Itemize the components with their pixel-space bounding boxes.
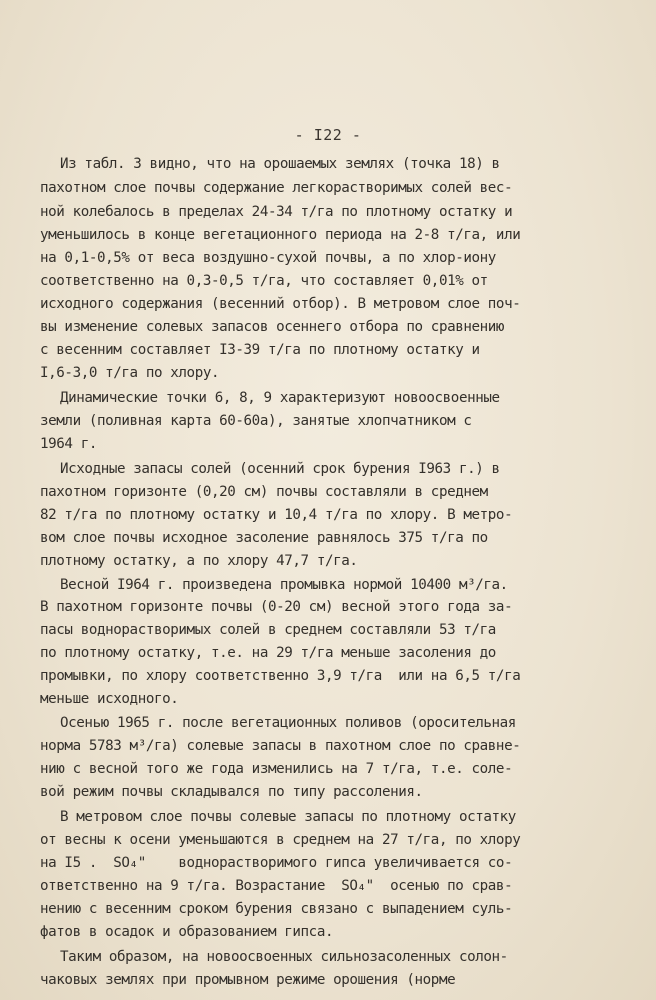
text-line: чаковых землях при промывном режиме орошения (норме xyxy=(40,972,456,988)
text-line: вой режим почвы складывался по типу рассоления. xyxy=(40,784,423,801)
text-line: норма 5783 м³/га) солевые запасы в пахотном слое по сравне- xyxy=(40,738,521,755)
text-line: исходного содержания (весенний отбор). В метровом слое поч- xyxy=(40,295,521,312)
text-line: 82 т/га по плотному остатку и 10,4 т/га по хлору. В метро- xyxy=(40,506,513,523)
text-line: промывки, по хлору соответственно 3,9 т/га или на 6,5 т/га xyxy=(40,668,521,685)
text-line: от весны к осени уменьшаются в среднем на 27 т/га, по хлору xyxy=(40,832,521,849)
text-line: Из табл. 3 видно, что на орошаемых землях (точка 18) в xyxy=(60,156,500,172)
text-line: на 0,1-0,5% от веса воздушно-сухой почвы, а по хлор-иону xyxy=(40,249,496,266)
text-line: пасы воднорастворимых солей в среднем составляли 53 т/га xyxy=(40,622,496,639)
text-line: В метровом слое почвы солевые запасы по плотному остатку xyxy=(60,809,516,826)
text-line: пахотном горизонте (0,20 см) почвы составляли в среднем xyxy=(40,483,488,500)
text-line: Осенью 1965 г. после вегетационных поливов (оросительная xyxy=(60,715,516,732)
text-line: с весенним составляет I3-39 т/га по плотному остатку и xyxy=(40,341,480,358)
text-line: В пахотном горизонте почвы (0-20 см) весной этого года за- xyxy=(40,599,513,616)
text-line: соответственно на 0,3-0,5 т/га, что составляет 0,01% от xyxy=(40,272,488,289)
text-line: I,6-3,0 т/га по хлору. xyxy=(40,364,220,381)
text-line: Весной I964 г. произведена промывка нормой 10400 м³/га. xyxy=(60,576,508,593)
text-line: по плотному остатку, т.е. на 29 т/га меньше засоления до xyxy=(40,645,496,662)
text-line: нию с весной того же года изменились на 7 т/га, т.е. соле- xyxy=(40,761,513,778)
text-line: пахотном слое почвы содержание легкорастворимых солей вес- xyxy=(40,179,513,196)
text-line: земли (поливная карта 60-60а), занятые хлопчатником с xyxy=(40,412,472,429)
text-line: Исходные запасы солей (осенний срок бурения I963 г.) в xyxy=(60,460,500,477)
page-number: - I22 - xyxy=(294,126,362,144)
text-line: ответственно на 9 т/га. Возрастание SO₄" осенью по срав- xyxy=(40,878,513,895)
text-line: уменьшилось в конце вегетационного периода на 2-8 т/га, или xyxy=(40,226,521,243)
text-line: плотному остатку, а по хлору 47,7 т/га. xyxy=(40,552,358,569)
text-line: нению с весенним сроком бурения связано с выпадением суль- xyxy=(40,901,513,918)
text-line: фатов в осадок и образованием гипса. xyxy=(40,924,334,941)
text-line: Динамические точки 6, 8, 9 характеризуют новоосвоенные xyxy=(60,389,500,406)
text-line: Таким образом, на новоосвоенных сильнозасоленных солон- xyxy=(60,949,508,965)
text-line: вы изменение солевых запасов осеннего отбора по сравнению xyxy=(40,318,505,335)
text-line: 1964 г. xyxy=(40,435,97,452)
text-line: ной колебалось в пределах 24-34 т/га по плотному остатку и xyxy=(40,203,513,220)
text-line: меньше исходного. xyxy=(40,691,179,708)
text-line: вом слое почвы исходное засоление равнялось 375 т/га по xyxy=(40,529,488,546)
text-line: на I5 . SO₄" воднорастворимого гипса увеличивается со- xyxy=(40,855,513,872)
